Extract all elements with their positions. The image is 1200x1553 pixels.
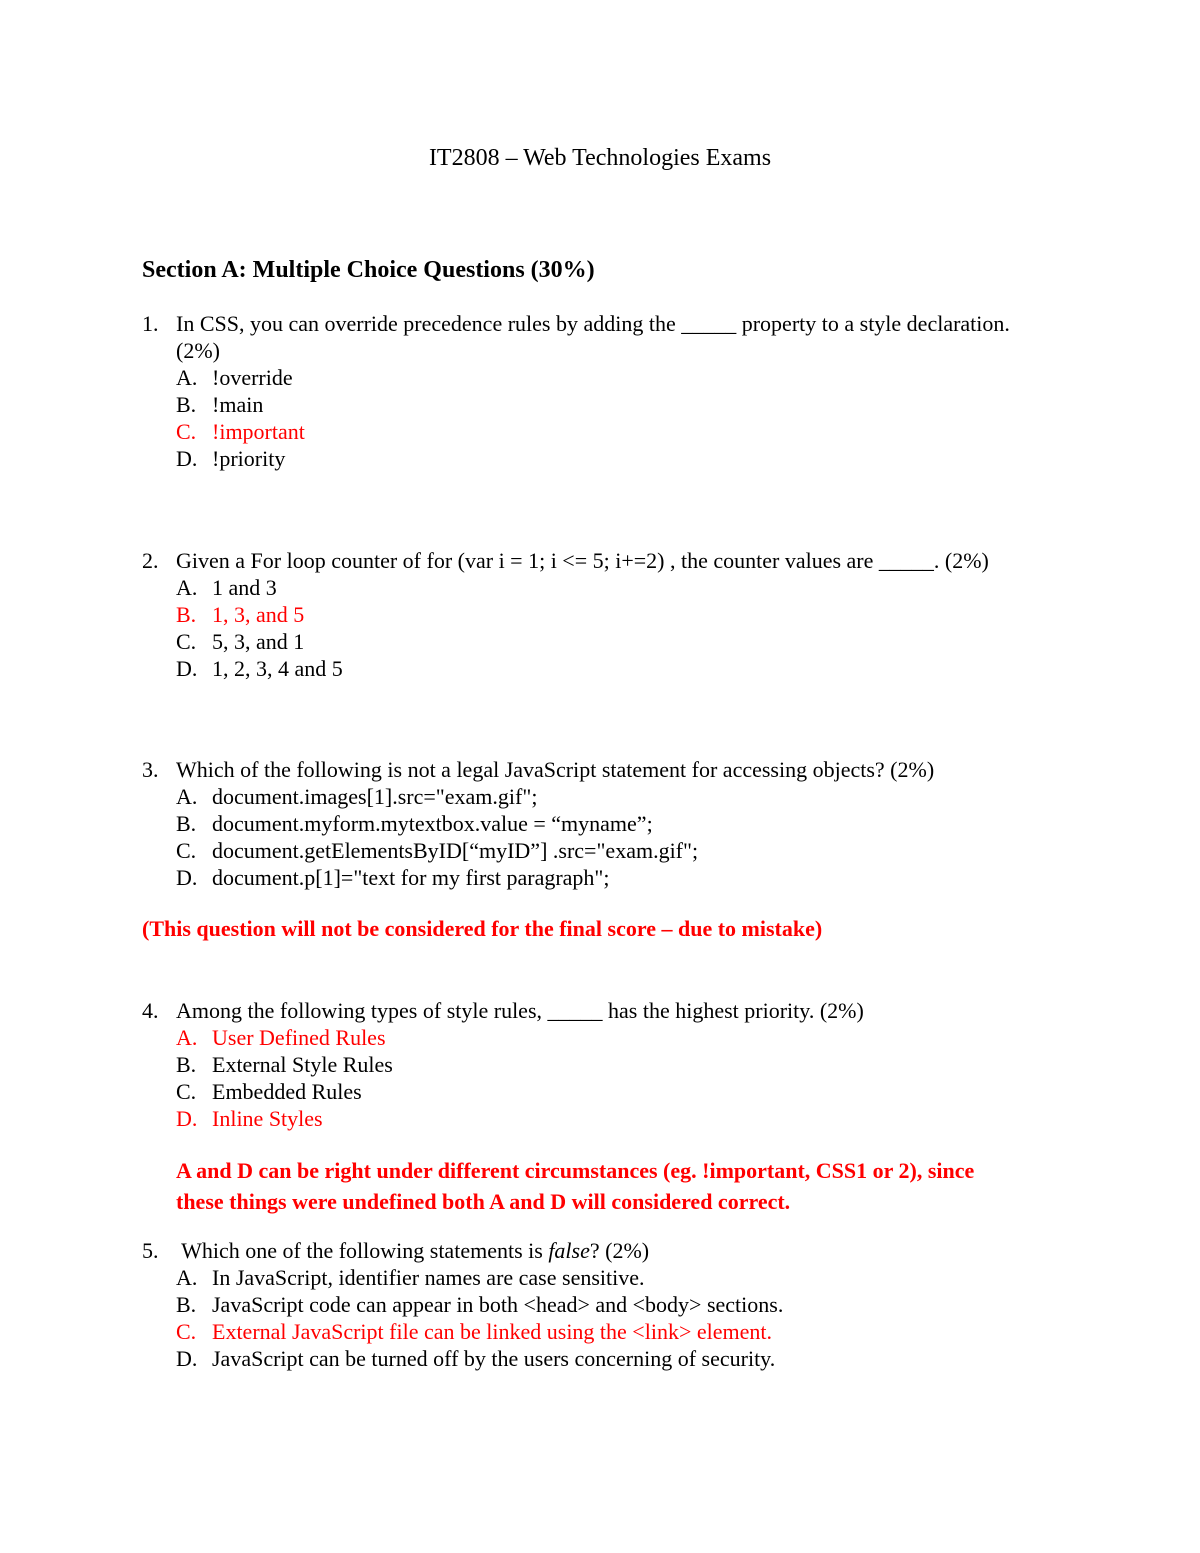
- option-text-correct: External JavaScript file can be linked using the <link> element.: [212, 1319, 772, 1344]
- option-text: !main: [212, 392, 264, 417]
- option-letter-correct: C.: [176, 1319, 197, 1344]
- question-number: 5.: [142, 1238, 159, 1263]
- section-heading: Section A: Multiple Choice Questions (30%): [142, 257, 595, 283]
- option-text-correct: User Defined Rules: [212, 1025, 386, 1050]
- question-text: Given a For loop counter of for (var i = 1; i <= 5; i+=2) , the counter values are _____. (2%): [176, 548, 989, 573]
- option-text: 5, 3, and 1: [212, 629, 305, 654]
- option-letter-correct: C.: [176, 419, 197, 444]
- option-letter: D.: [176, 446, 198, 471]
- option-letter: A.: [176, 365, 198, 390]
- option-text: document.getElementsByID[“myID”] .src="exam.gif";: [212, 838, 699, 863]
- question-text-continued: (2%): [176, 338, 220, 363]
- option-letter: B.: [176, 811, 197, 836]
- question-text: In CSS, you can override precedence rules by adding the _____ property to a style declaration.: [176, 311, 1010, 336]
- option-text: document.p[1]="text for my first paragraph";: [212, 865, 610, 890]
- option-text: JavaScript code can appear in both <head> and <body> sections.: [212, 1292, 784, 1317]
- option-text-correct: !important: [212, 419, 305, 444]
- option-text: 1 and 3: [212, 575, 277, 600]
- question-number: 3.: [142, 757, 159, 782]
- option-letter-correct: D.: [176, 1106, 198, 1131]
- option-letter: C.: [176, 1079, 197, 1104]
- option-text: Embedded Rules: [212, 1079, 362, 1104]
- option-text-correct: Inline Styles: [212, 1106, 323, 1131]
- question-text-before: Which one of the following statements is: [176, 1238, 549, 1263]
- question-4-note: A and D can be right under different circumstances (eg. !important, CSS1 or 2), since: [176, 1158, 975, 1183]
- option-text: !override: [212, 365, 293, 390]
- question-text: Among the following types of style rules, _____ has the highest priority. (2%): [176, 998, 864, 1023]
- option-letter: C.: [176, 838, 197, 863]
- option-text: External Style Rules: [212, 1052, 393, 1077]
- option-text: 1, 2, 3, 4 and 5: [212, 656, 343, 681]
- option-letter: B.: [176, 1292, 197, 1317]
- option-letter: D.: [176, 1346, 198, 1371]
- option-text-correct: 1, 3, and 5: [212, 602, 305, 627]
- option-text: document.images[1].src="exam.gif";: [212, 784, 538, 809]
- option-text: !priority: [212, 446, 286, 471]
- question-text-emphasis: false: [548, 1238, 590, 1263]
- option-text: JavaScript can be turned off by the users concerning of security.: [212, 1346, 776, 1371]
- option-letter: A.: [176, 784, 198, 809]
- question-text-after: ? (2%): [589, 1238, 650, 1263]
- question-number: 2.: [142, 548, 159, 573]
- question-4-note-continued: these things were undefined both A and D will considered correct.: [176, 1189, 791, 1214]
- option-letter: D.: [176, 865, 198, 890]
- option-text: document.myform.mytextbox.value = “myname”;: [212, 811, 653, 836]
- option-text: In JavaScript, identifier names are case sensitive.: [212, 1265, 645, 1290]
- option-letter: A.: [176, 1265, 198, 1290]
- option-letter: D.: [176, 656, 198, 681]
- question-text: Which of the following is not a legal JavaScript statement for accessing objects? (2%): [176, 757, 935, 782]
- question-3-note: (This question will not be considered for the final score – due to mistake): [142, 916, 823, 941]
- option-letter: A.: [176, 575, 198, 600]
- option-letter: B.: [176, 392, 197, 417]
- question-number: 1.: [142, 311, 159, 336]
- question-number: 4.: [142, 998, 159, 1023]
- question-text: [176, 1237, 649, 1264]
- option-letter: B.: [176, 1052, 197, 1077]
- option-letter-correct: B.: [176, 602, 197, 627]
- option-letter-correct: A.: [176, 1025, 198, 1050]
- option-letter: C.: [176, 629, 197, 654]
- document-title: IT2808 – Web Technologies Exams: [428, 145, 772, 171]
